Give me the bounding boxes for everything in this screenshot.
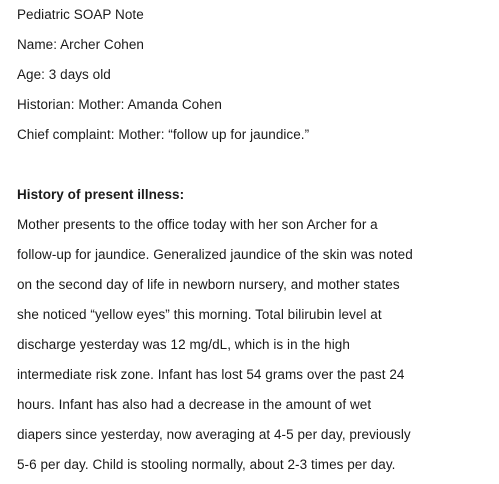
- patient-name: Name: Archer Cohen: [17, 37, 144, 52]
- hpi-heading: History of present illness:: [17, 187, 185, 202]
- hpi-line: Mother presents to the office today with her son Archer for a: [17, 217, 378, 232]
- hpi-line: she noticed “yellow eyes” this morning. Total bilirubin level at: [17, 307, 382, 322]
- chief-complaint: Chief complaint: Mother: “follow up for jaundice.”: [17, 127, 310, 142]
- hpi-line: diapers since yesterday, now averaging at 4-5 per day, previously: [17, 427, 411, 442]
- patient-age: Age: 3 days old: [17, 67, 111, 82]
- hpi-line: follow-up for jaundice. Generalized jaundice of the skin was noted: [17, 247, 413, 262]
- historian: Historian: Mother: Amanda Cohen: [17, 97, 222, 112]
- hpi-line: on the second day of life in newborn nursery, and mother states: [17, 277, 400, 292]
- hpi-line: intermediate risk zone. Infant has lost 54 grams over the past 24: [17, 367, 405, 382]
- hpi-line: discharge yesterday was 12 mg/dL, which is in the high: [17, 337, 350, 352]
- hpi-line: hours. Infant has also had a decrease in the amount of wet: [17, 397, 372, 412]
- hpi-line: 5-6 per day. Child is stooling normally, about 2-3 times per day.: [17, 457, 396, 472]
- document-title: Pediatric SOAP Note: [17, 7, 144, 22]
